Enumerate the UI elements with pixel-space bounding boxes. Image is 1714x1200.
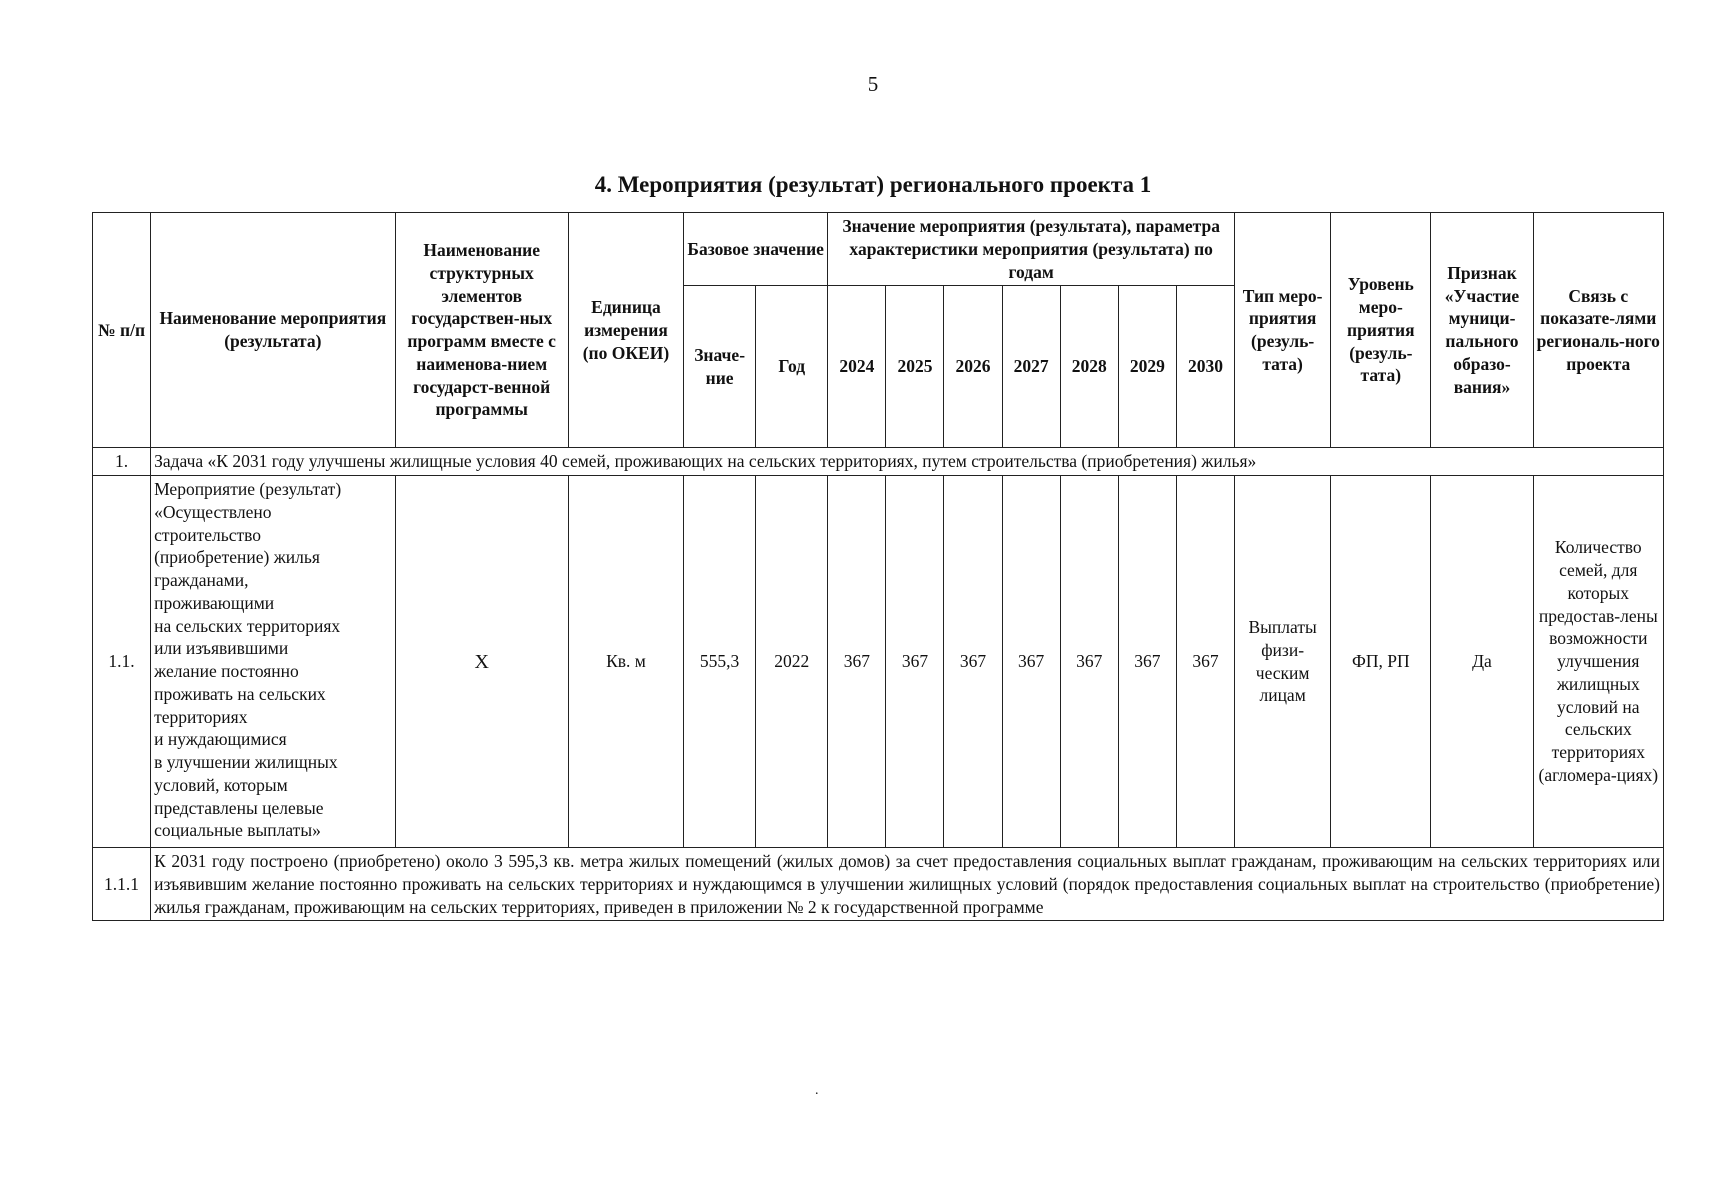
header-type: Тип меро-приятия (резуль-тата) xyxy=(1235,213,1331,448)
header-level: Уровень меро-приятия (резуль-тата) xyxy=(1331,213,1431,448)
header-base: Базовое значение xyxy=(684,213,828,286)
measure-level: ФП, РП xyxy=(1331,476,1431,848)
measure-value-2026: 367 xyxy=(944,476,1002,848)
section-title: 4. Мероприятия (результат) регионального проекта 1 xyxy=(594,172,1152,197)
measure-value-2029: 367 xyxy=(1118,476,1176,848)
header-year-2027: 2027 xyxy=(1002,286,1060,448)
header-link: Связь с показате-лями региональ-ного проекта xyxy=(1533,213,1663,448)
header-structural: Наименование структурных элементов государствен-ных программ вместе с наименова-нием государст-венной программы xyxy=(395,213,568,448)
header-year-2029: 2029 xyxy=(1118,286,1176,448)
header-unit: Единица измерения (по ОКЕИ) xyxy=(568,213,683,448)
measure-num: 1.1. xyxy=(93,476,151,848)
page-number: 5 xyxy=(867,72,879,96)
header-year-2024: 2024 xyxy=(828,286,886,448)
measure-value-2030: 367 xyxy=(1176,476,1234,848)
measure-type: Выплаты физи-ческим лицам xyxy=(1235,476,1331,848)
detail-row xyxy=(93,848,1664,921)
footer-mark: . xyxy=(815,1083,819,1098)
header-base-value: Значе-ние xyxy=(684,286,756,448)
measure-value-2025: 367 xyxy=(886,476,944,848)
measure-municipal: Да xyxy=(1431,476,1533,848)
header-year-2025: 2025 xyxy=(886,286,944,448)
measure-name: Мероприятие (результат) «Осуществлено строительство (приобретение) жилья гражданами, проживающими на сельских территориях или изъявившими желание постоянно проживать на сельских территориях и нуждающимися в улучшении жилищных условий, которым представлены целевые социальные выплаты» xyxy=(151,476,395,848)
header-base-year: Год xyxy=(756,286,828,448)
header-num: № п/п xyxy=(93,213,151,448)
measure-value-2027: 367 xyxy=(1002,476,1060,848)
header-year-2028: 2028 xyxy=(1060,286,1118,448)
measure-value-2028: 367 xyxy=(1060,476,1118,848)
header-year-2030: 2030 xyxy=(1176,286,1234,448)
header-municipal: Признак «Участие муници-пального образо-вания» xyxy=(1431,213,1533,448)
task-num: 1. xyxy=(93,448,151,476)
detail-num: 1.1.1 xyxy=(93,848,151,921)
measure-structural: Х xyxy=(395,476,568,848)
measure-base-value: 555,3 xyxy=(684,476,756,848)
measures-table xyxy=(92,212,1664,921)
measure-row xyxy=(93,476,1664,848)
measure-base-year: 2022 xyxy=(756,476,828,848)
task-row xyxy=(93,448,1664,476)
task-text: Задача «К 2031 году улучшены жилищные условия 40 семей, проживающих на сельских территориях, путем строительства (приобретения) жилья» xyxy=(151,448,1664,476)
header-year-2026: 2026 xyxy=(944,286,1002,448)
header-values-group: Значение мероприятия (результата), параметра характеристики мероприятия (результата) по годам xyxy=(828,213,1235,286)
detail-text: К 2031 году построено (приобретено) около 3 595,3 кв. метра жилых помещений (жилых домов) за счет предоставления социальных выплат гражданам, проживающим на сельских территориях или изъявившим желание постоянно проживать на сельских территориях и нуждающимся в улучшении жилищных условий (порядок предоставления социальных выплат на строительство (приобретение) жилья гражданам, проживающим на сельских территориях, приведен в приложении № 2 к государственной программе xyxy=(151,848,1664,921)
measure-link: Количество семей, для которых предостав-лены возможности улучшения жилищных условий на сельских территориях (агломера-циях) xyxy=(1533,476,1663,848)
measure-value-2024: 367 xyxy=(828,476,886,848)
measure-unit: Кв. м xyxy=(568,476,683,848)
header-name: Наименование мероприятия (результата) xyxy=(151,213,395,448)
